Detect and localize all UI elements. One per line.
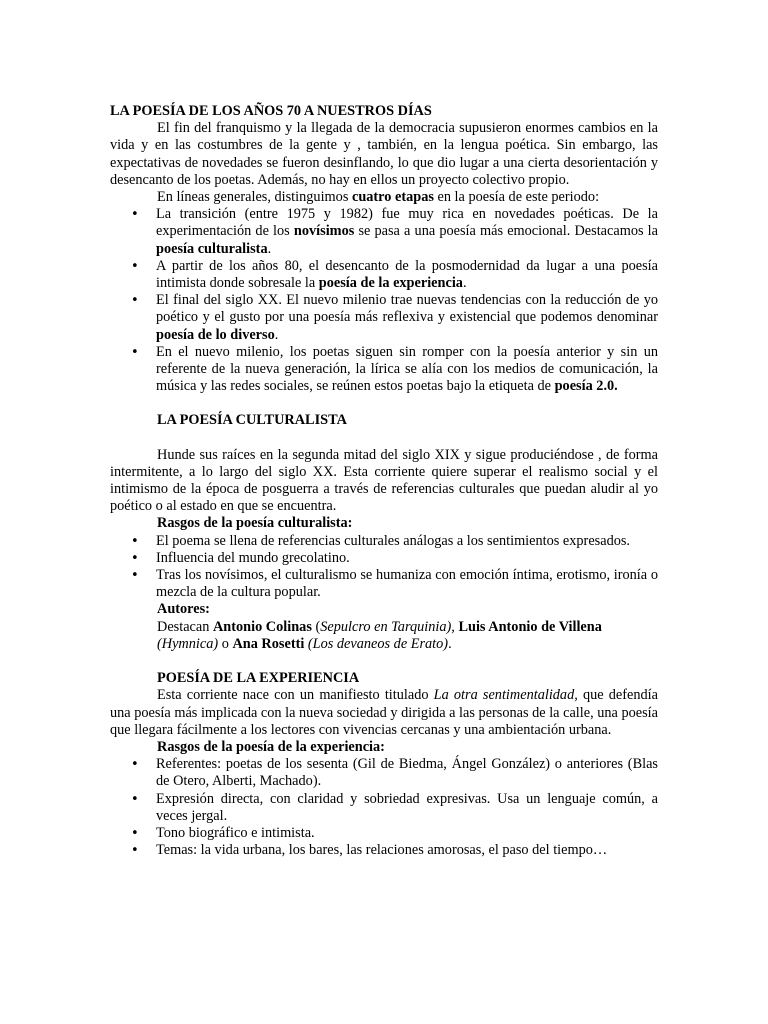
list-item [110, 791, 658, 825]
stages-list [110, 206, 658, 395]
bullet-icon: • [131, 344, 139, 360]
section-spacer [110, 395, 658, 412]
item-bold: novísimos [293, 223, 355, 240]
section-intro-experiencia [110, 687, 658, 739]
item-text: Temas: la vida urbana, los bares, las relaciones amorosas, el paso del tiempo… [156, 842, 608, 859]
traits-heading-experiencia [110, 739, 658, 756]
document-body [110, 103, 658, 859]
item-text: El final del siglo XX. El nuevo milenio trae nuevas tendencias con la reducción de yo poético y el gusto por una poesía más reflexiva y existencial que podemos denominar [156, 292, 658, 326]
item-text: Expresión directa, con claridad y sobriedad expresivas. Usa un lenguaje común, a veces jergal. [156, 790, 658, 824]
traits-heading-text: Rasgos de la poesía culturalista: [157, 515, 353, 532]
item-bold: poesía 2.0. [554, 378, 618, 395]
section-title-culturalista: LA POESÍA CULTURALISTA [157, 412, 347, 429]
list-item [110, 292, 658, 344]
stages-lead-text: En líneas generales, distinguimos [157, 189, 352, 206]
item-text: . [462, 275, 467, 292]
list-item [110, 825, 658, 842]
traits-heading-culturalista [110, 515, 658, 532]
list-item [110, 344, 658, 396]
item-text: Tono biográfico e intimista. [156, 824, 315, 841]
authors-lead: Destacan [157, 618, 213, 635]
item-bold: poesía de la experiencia [318, 275, 463, 292]
list-item [110, 258, 658, 292]
punct: . [448, 635, 452, 652]
list-item [110, 756, 658, 790]
bullet-icon: • [131, 533, 139, 549]
bullet-icon: • [131, 791, 139, 807]
authors-text [110, 619, 658, 653]
work-title: Sepulcro en Tarquinia), [320, 618, 455, 635]
bullet-icon: • [131, 568, 139, 584]
list-item [110, 567, 658, 601]
bullet-icon: • [131, 757, 139, 773]
stages-lead-end: en la poesía de este periodo: [433, 189, 600, 206]
list-item [110, 550, 658, 567]
manifesto-title: La otra sentimentalidad, [433, 687, 578, 704]
item-text: En el nuevo milenio, los poetas siguen sin romper con la poesía anterior y sin un referente de la nueva generación, la lírica se alía con los medios de comunicación, la música y las redes sociales, se reúnen estos poetas bajo la etiqueta de [156, 343, 658, 395]
punct: ( [311, 618, 321, 635]
work-title: (Hymnica) [157, 635, 219, 652]
item-text: A partir de los años 80, el desencanto de la posmodernidad da lugar a una poesía intimista donde sobresale la [156, 257, 658, 292]
bullet-icon: • [131, 207, 139, 223]
stages-lead-bold: cuatro etapas [351, 189, 434, 206]
stages-lead [110, 189, 658, 206]
author-name: Antonio Colinas [212, 618, 312, 635]
item-text: se pasa a una poesía más emocional. Destacamos la [354, 223, 659, 240]
list-item [110, 206, 658, 258]
punct: o [218, 635, 233, 652]
item-text: El poema se llena de referencias culturales análogas a los sentimientos expresados. [156, 532, 631, 549]
item-text: Tras los novísimos, el culturalismo se humaniza con emoción íntima, erotismo, ironía o mezcla de la cultura popular. [156, 567, 658, 601]
bullet-icon: • [131, 258, 139, 274]
item-bold: poesía de lo diverso [156, 326, 275, 343]
item-text: La transición (entre 1975 y 1982) fue muy rica en novedades poéticas. De la experimentación de los [156, 206, 658, 240]
author-name: Ana Rosetti [232, 635, 305, 652]
section-intro-70s: El fin del franquismo y la llegada de la democracia supusieron enormes cambios en la vida y en las costumbres de la gente y , también, en la lengua poética. Sin embargo, las expectativas de novedades se fueron desinflando, lo que dio lugar a una cierta desorientación y desencanto de los poetas. Además, no hay en ellos un proyecto colectivo propio. [110, 120, 658, 188]
bullet-icon: • [131, 293, 139, 309]
intro-text: Esta corriente nace con un manifiesto titulado [157, 687, 434, 704]
work-title: (Los devaneos de Erato) [307, 635, 449, 652]
section-intro-culturalista: Hunde sus raíces en la segunda mitad del siglo XIX y sigue produciéndose , de forma intermitente, a lo largo del siglo XX. Esta corriente quiere superar el realismo social y el intimismo de la época de posguerra a través de referencias culturales que puedan aludir al yo poético o al estado en que se encuentra. [110, 446, 658, 515]
item-text: Influencia del mundo grecolatino. [156, 549, 350, 566]
traits-heading-text: Rasgos de la poesía de la experiencia: [157, 738, 385, 755]
section-spacer [110, 653, 658, 670]
traits-list-experiencia [110, 756, 658, 859]
authors-heading-text: Autores: [157, 601, 210, 618]
authors-heading [110, 601, 658, 618]
bullet-icon: • [131, 550, 139, 566]
list-item [110, 533, 658, 550]
bullet-icon: • [131, 825, 139, 841]
section-spacer [110, 430, 658, 447]
item-text: . [274, 326, 279, 343]
item-text: . [267, 240, 272, 257]
intro-text: que defendía una poesía más implicada con la nueva sociedad y dirigida a las personas de la calle, una poesía que llegara fácilmente a los lectores con vivencias cercanas y una ambientación urbana. [110, 687, 658, 738]
list-item [110, 842, 658, 859]
item-bold: poesía culturalista [156, 240, 268, 257]
traits-list-culturalista [110, 533, 658, 602]
section-title-70s: LA POESÍA DE LOS AÑOS 70 A NUESTROS DÍAS [110, 103, 432, 119]
item-text: Referentes: poetas de los sesenta (Gil de Biedma, Ángel González) o anteriores (Blas de Otero, Alberti, Machado). [156, 756, 658, 790]
section-title-experiencia: POESÍA DE LA EXPERIENCIA [157, 670, 360, 687]
bullet-icon: • [131, 843, 139, 859]
author-name: Luis Antonio de Villena [458, 618, 602, 635]
